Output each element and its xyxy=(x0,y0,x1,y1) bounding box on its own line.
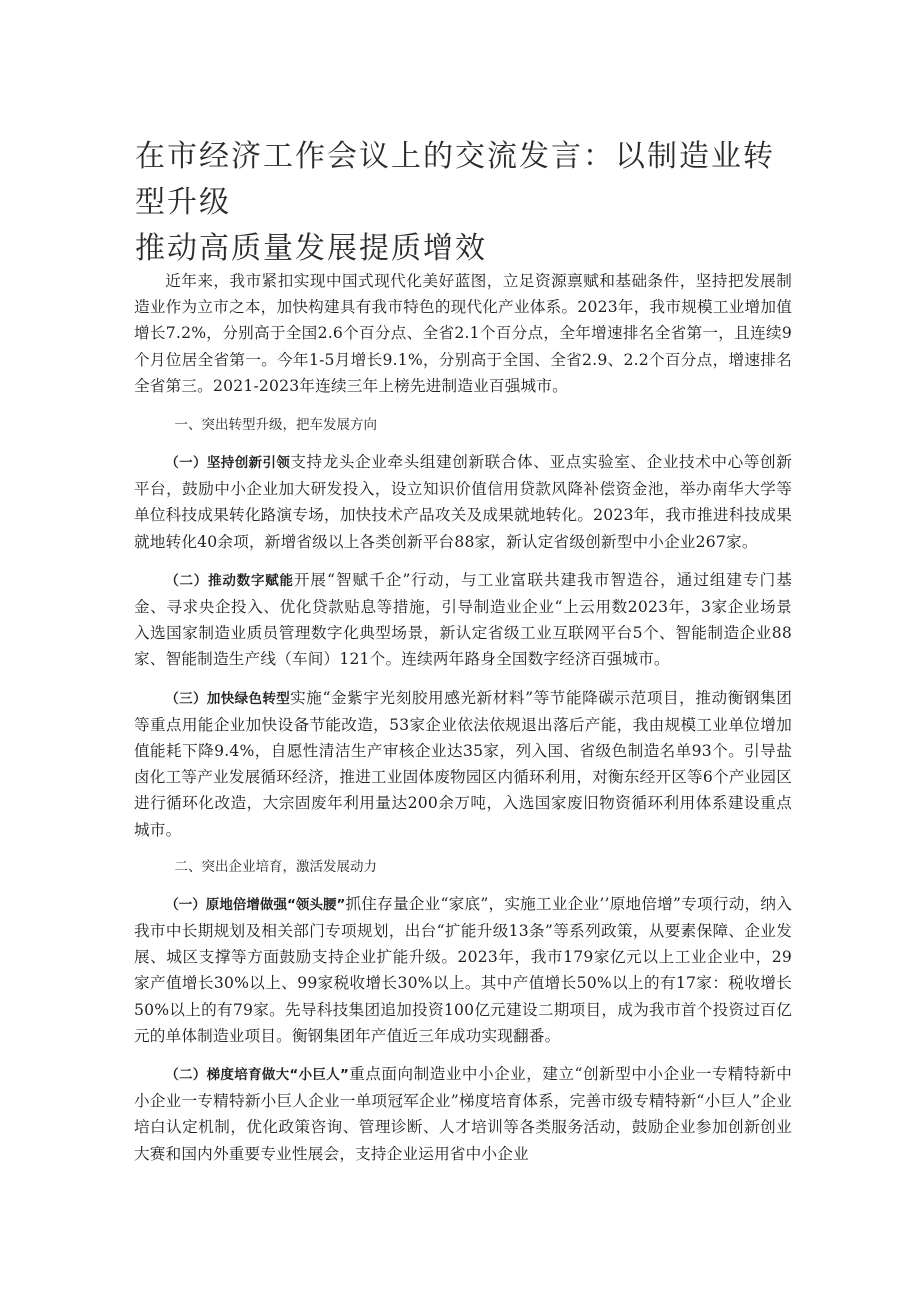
item-text: 实施“金紫宇光刻胶用感光新材料”等节能降碳示范项目，推动衡钢集团等重点用能企业加快设备节能改造，53家企业依法依规退出落后产能，我由规模工业单位增加值能耗下降9.4%，自愿性清洁生产审核企业达35家，列入国、省级色制造名单93个。引导盐卤化工等产业发展循环经济，推进工业固体废物园区内循环利用，对衡东经开区等6个产业园区进行循环化改造，大宗固废年利用量达200余万吨，入选国家废旧物资循环利用体系建设重点城市。 xyxy=(134,688,793,839)
title-line-2: 推动高质量发展提质增效 xyxy=(135,231,487,266)
item-label: （一）坚持创新引领 xyxy=(165,455,291,472)
section-2-item-1 xyxy=(134,891,792,1049)
section-1-heading: 一、突出转型升级，把车发展方向 xyxy=(174,417,377,434)
section-1-item-3 xyxy=(134,685,792,843)
intro-paragraph: 近年来，我市紧扣实现中国式现代化美好蓝图，立足资源禀赋和基础条件，坚持把发展制造业作为立市之本，加快构建具有我市特色的现代化产业体系。2023年，我市规模工业增加值增长7.2%，分别高于全国2.6个百分点、全省2.1个百分点，全年增速排名全省第一，且连续9个月位居全省第一。今年1-5月增长9.1%，分别高于全国、全省2.9、2.2个百分点，增速排名全省第三。2021-2023年连续三年上榜先进制造业百强城市。 xyxy=(134,272,792,395)
section-2-heading: 二、突出企业培育，激活发展动力 xyxy=(174,858,377,875)
document-title xyxy=(135,134,795,272)
item-label: （二）推动数字赋能 xyxy=(165,572,294,589)
section-1-item-1 xyxy=(134,449,792,555)
title-line-1: 在市经济工作会议上的交流发言：以制造业转型升级 xyxy=(135,139,775,220)
item-text: 抓住存量企业“家底”，实施工业企业’’原地倍增”专项行动，纳入我市中长期规划及相关部门专项规划，出台“扩能升级13条”等系列政策，从要素保障、企业发展、城区支撑等方面鼓励支持企业扩能升级。2023年，我市179家亿元以上工业企业中，29家产值增长30%以上、99家税收增长30%以上。其中产值增长50%以上的有17家：税收增长50%以上的有79家。先导科技集团追加投资100亿元建设二期项目，成为我市首个投资过百亿元的单体制造业项目。衡钢集团年产值近三年成功实现翻番。 xyxy=(134,894,793,1045)
item-text: 支持龙头企业牵头组建创新联合体、亚点实验室、企业技术中心等创新平台，鼓励中小企业加大研发投入，设立知识价值信用贷款风降补偿资金池，举办南华大学等单位科技成果转化路演专场，加快技术产品攻关及成果就地转化。2023年，我市推进科技成果就地转化40余项，新增省级以上各类创新平台88家，新认定省级创新型中小企业267家。 xyxy=(134,453,792,551)
item-text: 开展“智赋千企”行动，与工业富联共建我市智造谷，通过组建专门基金、寻求央企投入、优化贷款贴息等措施，引导制造业企业“上云用数2023年，3家企业场景入选国家制造业质员管理数字化典型场景，新认定省级工业互联网平台5个、智能制造企业88家、智能制造生产线（车间）121个。连续两年路身全国数字经济百强城市。 xyxy=(134,570,792,669)
item-label: （一）原地倍增做强“领头腰” xyxy=(165,896,346,913)
document-body xyxy=(134,268,792,1179)
item-label: （二）梯度培育做大“小巨人” xyxy=(165,1067,349,1084)
item-label: （三）加快绿色转型 xyxy=(165,690,291,707)
section-2-item-2 xyxy=(134,1061,792,1167)
section-1-item-2 xyxy=(134,567,792,673)
item-text: 重点面向制造业中小企业，建立“创新型中小企业一专精特新中小企业一专精特新小巨人企业一单项冠军企业”梯度培育体系，完善市级专精特新“小巨人”企业培白认定机制，优化政策咨询、管理诊断、人才培训等各类服务活动，鼓励企业参加创新创业大赛和国内外重要专业性展会，支持企业运用省中小企业 xyxy=(134,1065,792,1163)
